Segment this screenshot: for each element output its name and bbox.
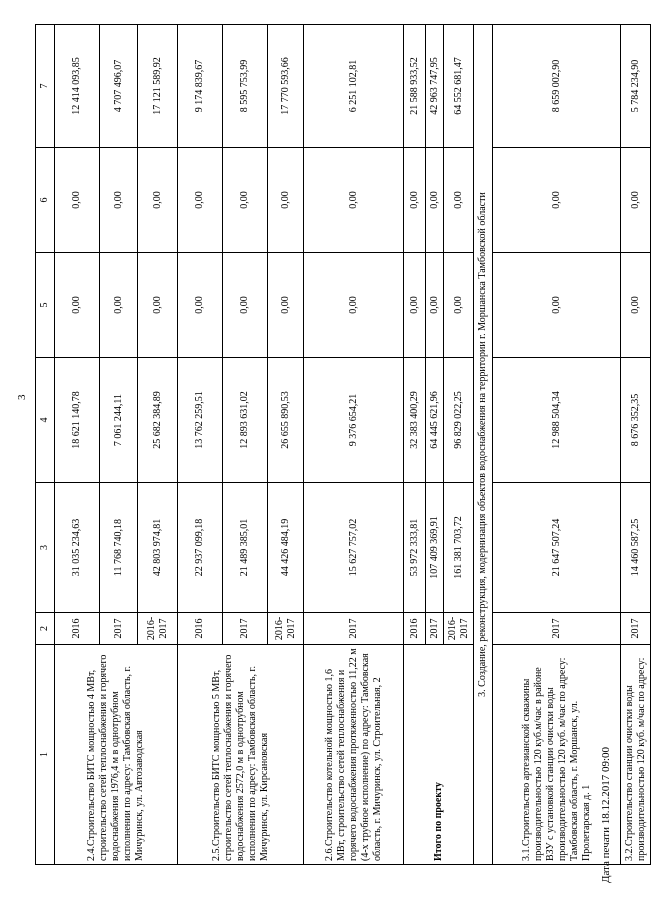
value-cell: 32 383 400,29 — [404, 358, 426, 483]
value-cell: 0,00 — [493, 253, 621, 358]
project-name: 3.2.Строительство станции очистки воды производительностью 120 куб. м/час по адресу: — [621, 645, 651, 865]
year-cell: 2016-2017 — [268, 613, 304, 645]
column-header: 5 — [36, 253, 55, 358]
column-header: 4 — [36, 358, 55, 483]
value-cell: 21 489 385,01 — [223, 483, 268, 613]
table-row — [621, 25, 651, 865]
value-cell: 96 829 022,25 — [444, 358, 474, 483]
table-row — [178, 25, 223, 865]
value-cell: 18 621 140,78 — [55, 358, 100, 483]
value-cell: 7 061 244,11 — [100, 358, 138, 483]
value-cell: 0,00 — [178, 253, 223, 358]
value-cell: 0,00 — [426, 253, 444, 358]
value-cell: 22 937 099,18 — [178, 483, 223, 613]
value-cell: 0,00 — [304, 253, 404, 358]
value-cell: 42 803 974,81 — [138, 483, 178, 613]
column-header: 1 — [36, 645, 55, 865]
value-cell: 53 972 333,81 — [404, 483, 426, 613]
value-cell: 0,00 — [223, 148, 268, 253]
value-cell: 13 762 259,51 — [178, 358, 223, 483]
project-name: 2.5.Строительство БИТС мощностью 5 МВт, строительство сетей теплоснабжения и горячего водоснабжения 2572,0 м в однотрубном исполнении по адресу: Тамбовская область, г. Мичуринск, ул. Кирсановская — [178, 645, 304, 865]
project-name: 2.4.Строительство БИТС мощностью 4 МВт, строительство сетей теплоснабжения и горячего водоснабжения 1976,4 м в однотрубном исполнении по адресу: Тамбовская область, г. Мичуринск, ул. Автозаводская — [55, 645, 178, 865]
value-cell: 42 963 747,95 — [426, 25, 444, 148]
value-cell: 0,00 — [178, 148, 223, 253]
year-cell: 2017 — [426, 613, 444, 645]
year-cell: 2017 — [304, 613, 404, 645]
print-date: Дата печати 18.12.2017 09:00 — [600, 746, 612, 883]
value-cell: 0,00 — [55, 148, 100, 253]
section-title: 3. Создание, реконструкция, модернизация объектов водоснабжения на территории г. Моршанска Тамбовской области — [474, 25, 493, 865]
value-cell: 0,00 — [404, 148, 426, 253]
value-cell: 6 251 102,81 — [304, 25, 404, 148]
column-header: 6 — [36, 148, 55, 253]
value-cell: 31 035 234,63 — [55, 483, 100, 613]
value-cell: 12 988 504,34 — [493, 358, 621, 483]
value-cell: 0,00 — [621, 253, 651, 358]
value-cell: 21 588 933,52 — [404, 25, 426, 148]
budget-table — [35, 24, 651, 865]
value-cell: 9 376 654,21 — [304, 358, 404, 483]
value-cell: 21 647 507,24 — [493, 483, 621, 613]
value-cell: 64 445 621,96 — [426, 358, 444, 483]
value-cell: 44 426 484,19 — [268, 483, 304, 613]
value-cell: 0,00 — [100, 253, 138, 358]
value-cell: 0,00 — [268, 253, 304, 358]
value-cell: 5 784 234,90 — [621, 25, 651, 148]
column-header: 2 — [36, 613, 55, 645]
value-cell: 0,00 — [55, 253, 100, 358]
project-name: 2.6.Строительство котельной мощностью 1,6 МВт, строительство сетей теплоснабжения и горячего водоснабжения протяженностью 11,22 м (4-х трубное исполнение) по адресу: Тамбовская область, г. Мичуринск, ул. Строительная, 2 — [304, 645, 404, 865]
value-cell: 161 381 703,72 — [444, 483, 474, 613]
value-cell: 0,00 — [444, 253, 474, 358]
section-row — [474, 25, 493, 865]
year-cell: 2017 — [100, 613, 138, 645]
year-cell: 2016-2017 — [138, 613, 178, 645]
value-cell: 64 552 681,47 — [444, 25, 474, 148]
table-row — [304, 25, 404, 865]
value-cell: 12 893 631,02 — [223, 358, 268, 483]
value-cell: 0,00 — [621, 148, 651, 253]
value-cell: 14 460 587,25 — [621, 483, 651, 613]
year-cell: 2016-2017 — [444, 613, 474, 645]
year-cell: 2017 — [621, 613, 651, 645]
value-cell: 0,00 — [268, 148, 304, 253]
value-cell: 0,00 — [138, 148, 178, 253]
value-cell: 17 121 589,92 — [138, 25, 178, 148]
value-cell: 17 770 593,66 — [268, 25, 304, 148]
value-cell: 12 414 093,85 — [55, 25, 100, 148]
value-cell: 25 682 384,89 — [138, 358, 178, 483]
value-cell: 0,00 — [426, 148, 444, 253]
total-row — [404, 25, 426, 865]
table-row — [493, 25, 621, 865]
value-cell: 0,00 — [223, 253, 268, 358]
value-cell: 0,00 — [304, 148, 404, 253]
year-cell: 2016 — [404, 613, 426, 645]
column-header-row — [36, 25, 55, 865]
value-cell: 107 409 369,91 — [426, 483, 444, 613]
year-cell: 2017 — [493, 613, 621, 645]
value-cell: 4 707 496,07 — [100, 25, 138, 148]
value-cell: 9 174 839,67 — [178, 25, 223, 148]
column-header: 7 — [36, 25, 55, 148]
value-cell: 15 627 757,02 — [304, 483, 404, 613]
value-cell: 0,00 — [444, 148, 474, 253]
value-cell: 8 595 753,99 — [223, 25, 268, 148]
value-cell: 8 659 002,90 — [493, 25, 621, 148]
value-cell: 0,00 — [493, 148, 621, 253]
column-header: 3 — [36, 483, 55, 613]
value-cell: 0,00 — [404, 253, 426, 358]
page-number: 3 — [16, 394, 28, 400]
total-label: Итого по проекту — [404, 645, 474, 865]
year-cell: 2016 — [55, 613, 100, 645]
year-cell: 2016 — [178, 613, 223, 645]
value-cell: 26 655 890,53 — [268, 358, 304, 483]
value-cell: 11 768 740,18 — [100, 483, 138, 613]
year-cell: 2017 — [223, 613, 268, 645]
table-row — [55, 25, 100, 865]
value-cell: 8 676 352,35 — [621, 358, 651, 483]
value-cell: 0,00 — [138, 253, 178, 358]
project-name: 3.1.Строительство артезианской скважины производительностью 120 куб.м/час в районе ВЗУ с установкой станции очистки воды производительностью 120 куб. м/час по адресу: Тамбовская область, г. Моршанск, ул. Пролетарская д. 1 — [493, 645, 621, 865]
value-cell: 0,00 — [100, 148, 138, 253]
